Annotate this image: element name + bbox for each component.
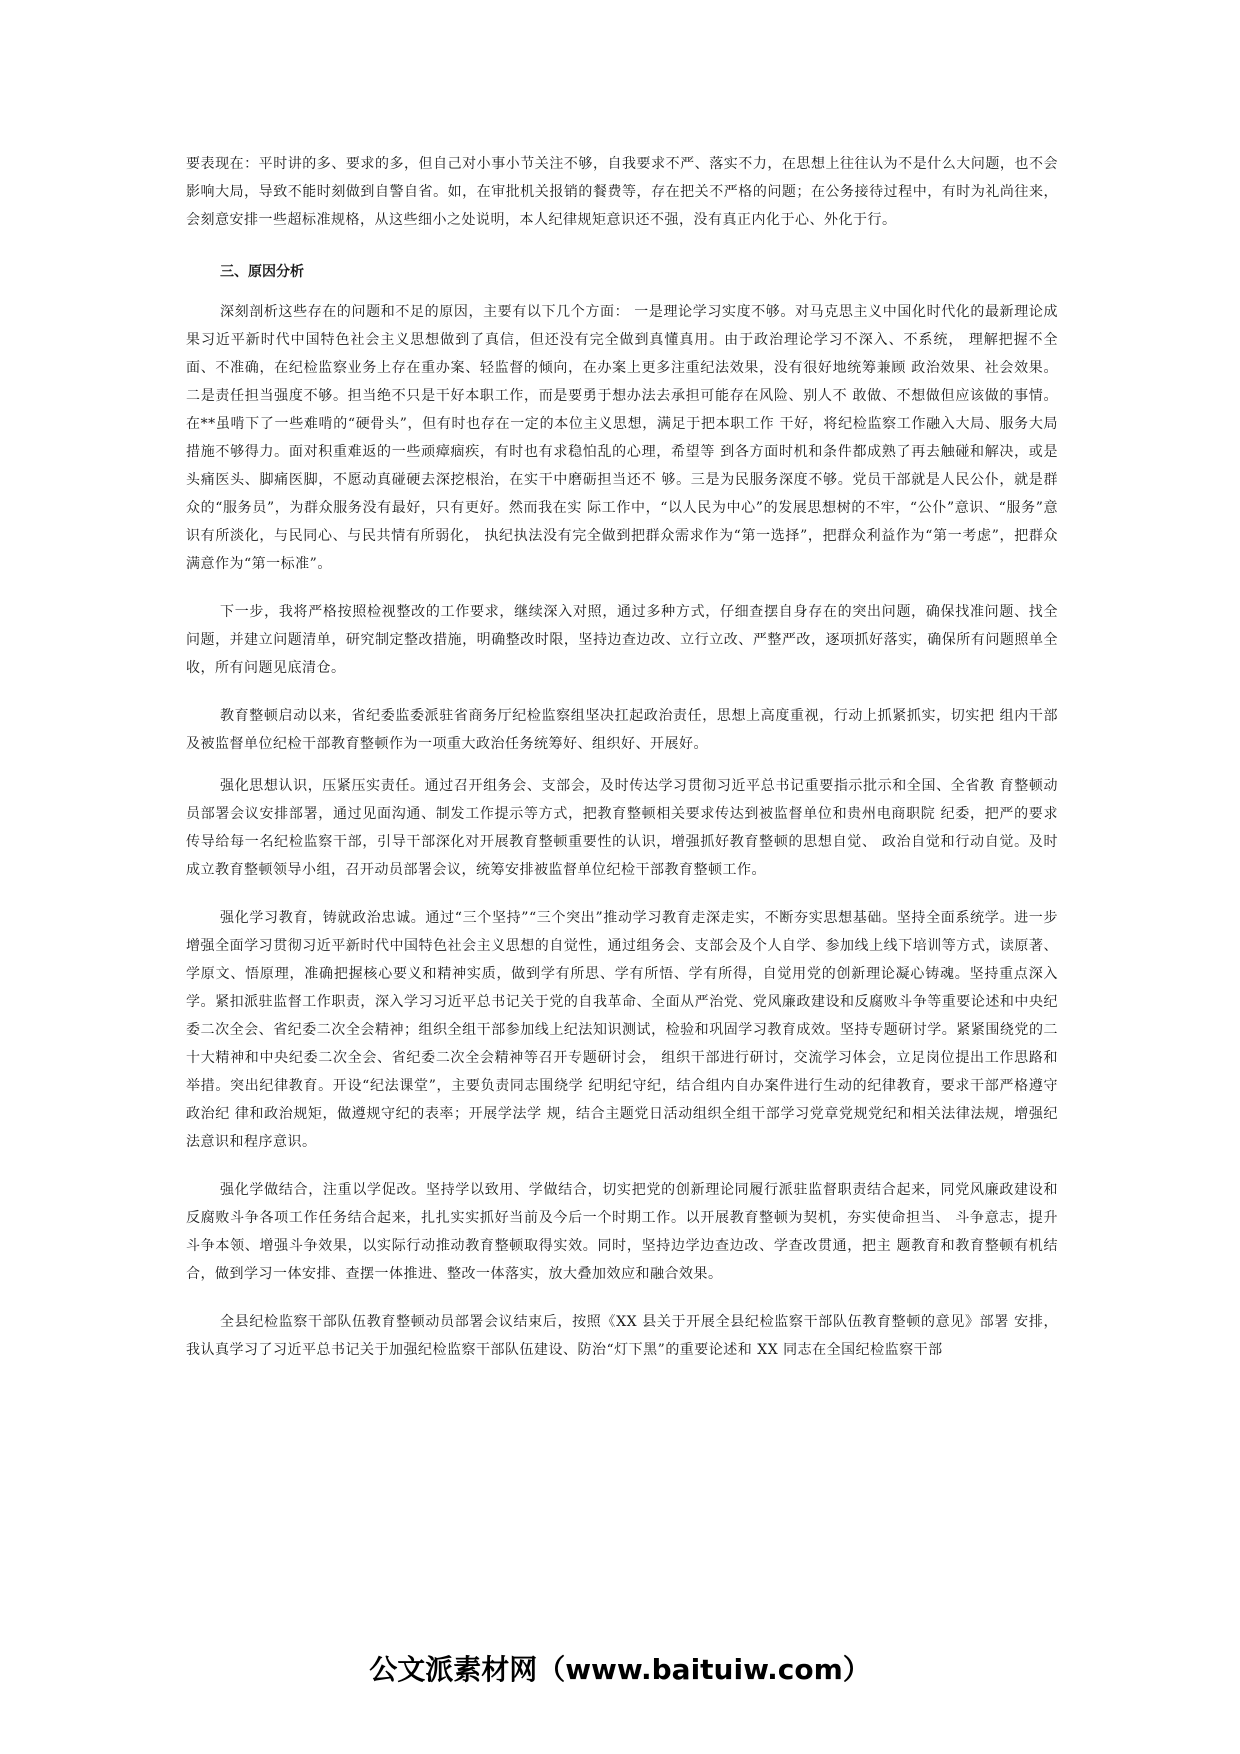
paragraph-cause-analysis: 深刻剖析这些存在的问题和不足的原因，主要有以下几个方面： 一是理论学习实度不够。对马克思主义中国化时代化的最新理论成果习近平新时代中国特色社会主义思想做到了真信，但还没有完全做到真懂真用。由于政治理论学习不深入、不系统， 理解把握不全面、不准确，在纪检监察业务上存在重办案、轻监督的倾向，在办案上更多注重纪法效果，没有很好地统筹兼顾 政治效果、社会效果。二是责任担当强度不够。担当绝不只是干好本职工作，而是要勇于想办法去承担可能存在风险、别人不 敢做、不想做但应该做的事情。在**虽啃下了一些难啃的“硬骨头”，但有时也存在一定的本位主义思想，满足于把本职工作 干好，将纪检监察工作融入大局、服务大局措施不够得力。面对积重难返的一些顽瘴痼疾，有时也有求稳怕乱的心理，希望等 到各方面时机和条件都成熟了再去触碰和解决，或是头痛医头、脚痛医脚，不愿动真碰硬去深挖根治，在实干中磨砺担当还不 够。三是为民服务深度不够。党员干部就是人民公仆，就是群众的“服务员”，为群众服务没有最好，只有更好。然而我在实 际工作中，“以人民为中心”的发展思想树的不牢，“公仆”意识、“服务”意识有所淡化，与民同心、与民共情有所弱化， 执纪执法没有完全做到把群众需求作为“第一选择”，把群众利益作为“第一考虑”，把群众满意作为“第一标准”。 [186,304,1058,572]
paragraph-strengthen-thinking: 强化思想认识，压紧压实责任。通过召开组务会、支部会，及时传达学习贯彻习近平总书记重要指示批示和全国、全省教 育整顿动员部署会议安排部署，通过见面沟通、制发工作提示等方式，把教育整顿相关要求传达到被监督单位和贵州电商职院 纪委，把严的要求传导给每一名纪检监察干部，引导干部深化对开展教育整顿重要性的认识，增强抓好教育整顿的思想自觉、 政治自觉和行动自觉。及时成立教育整顿领导小组，召开动员部署会议，统筹安排被监督单位纪检干部教育整顿工作。 [186,778,1058,878]
paragraph-study-and-practice: 强化学做结合，注重以学促改。坚持学以致用、学做结合，切实把党的创新理论同履行派驻监督职责结合起来，同党风廉政建设和反腐败斗争各项工作任务结合起来，扎扎实实抓好当前及今后一个时期工作。以开展教育整顿为契机，夯实使命担当、 斗争意志，提升斗争本领、增强斗争效果，以实际行动推动教育整顿取得实效。同时，坚持边学边查边改、学查改贯通，把主 题教育和教育整顿有机结合，做到学习一体安排、查摆一体推进、整改一体落实，放大叠加效应和融合效果。 [186,1182,1058,1282]
footer-watermark: 公文派素材网（www.baituiw.com） [369,1653,871,1686]
document-body [186,150,1058,1364]
paragraph-problems-detail: 要表现在：平时讲的多、要求的多，但自己对小事小节关注不够，自我要求不严、落实不力，在思想上往往认为不是什么大问题，也不会影响大局，导致不能时刻做到自警自省。如，在审批机关报销的餐费等，存在把关不严格的问题；在公务接待过程中，有时为礼尚往来，会刻意安排一些超标准规格，从这些细小之处说明，本人纪律规矩意识还不强，没有真正内化于心、外化于行。 [186,156,1058,228]
paragraph-education-start: 教育整顿启动以来，省纪委监委派驻省商务厅纪检监察组坚决扛起政治责任，思想上高度重视，行动上抓紧抓实，切实把 组内干部及被监督单位纪检干部教育整顿作为一项重大政治任务统筹好、组织好、开展好。 [186,708,1058,752]
section-heading-cause-analysis: 三、原因分析 [220,264,304,280]
paragraph-county-meeting: 全县纪检监察干部队伍教育整顿动员部署会议结束后，按照《XX 县关于开展全县纪检监察干部队伍教育整顿的意见》部署 安排，我认真学习了习近平总书记关于加强纪检监察干部队伍建设、防治“灯下黑”的重要论述和 XX 同志在全国纪检监察干部 [186,1314,1058,1358]
paragraph-strengthen-study: 强化学习教育，铸就政治忠诚。通过“三个坚持”“三个突出”推动学习教育走深走实，不断夯实思想基础。坚持全面系统学。进一步增强全面学习贯彻习近平新时代中国特色社会主义思想的自觉性，通过组务会、支部会及个人自学、参加线上线下培训等方式，读原著、学原文、悟原理，准确把握核心要义和精神实质，做到学有所思、学有所悟、学有所得，自觉用党的创新理论凝心铸魂。坚持重点深入学。紧扣派驻监督工作职责，深入学习习近平总书记关于党的自我革命、全面从严治党、党风廉政建设和反腐败斗争等重要论述和中央纪委二次全会、省纪委二次全会精神；组织全组干部参加线上纪法知识测试，检验和巩固学习教育成效。坚持专题研讨学。紧紧围绕党的二十大精神和中央纪委二次全会、省纪委二次全会精神等召开专题研讨会， 组织干部进行研讨，交流学习体会，立足岗位提出工作思路和举措。突出纪律教育。开设“纪法课堂”，主要负责同志围绕学 纪明纪守纪，结合组内自办案件进行生动的纪律教育，要求干部严格遵守政治纪 律和政治规矩，做遵规守纪的表率；开展学法学 规，结合主题党日活动组织全组干部学习党章党规党纪和相关法律法规，增强纪法意识和程序意识。 [186,910,1058,1150]
paragraph-next-step: 下一步，我将严格按照检视整改的工作要求，继续深入对照，通过多种方式，仔细查摆自身存在的突出问题，确保找准问题、找全问题，并建立问题清单，研究制定整改措施，明确整改时限，坚持边查边改、立行立改、严整严改，逐项抓好落实，确保所有问题照单全收，所有问题见底清仓。 [186,604,1058,676]
